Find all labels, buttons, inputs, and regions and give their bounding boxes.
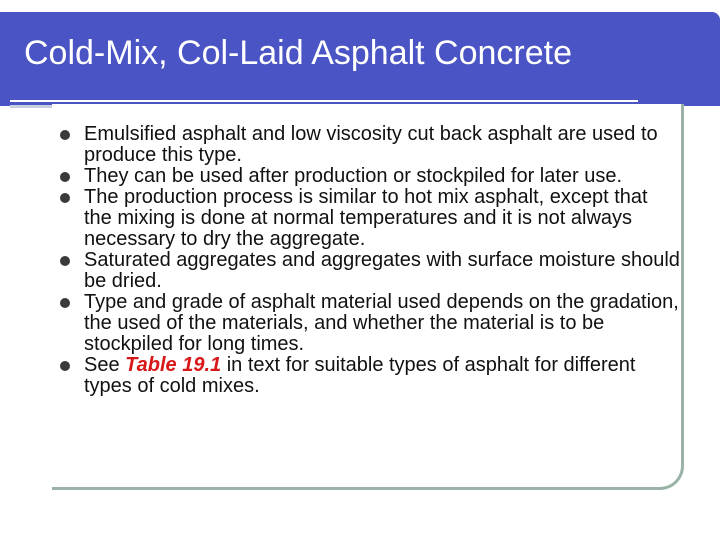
bullet-dot-icon xyxy=(60,172,70,182)
bullet-item-6 xyxy=(60,355,680,397)
bullet-list xyxy=(60,124,680,397)
bullet-text: The production process is similar to hot mix asphalt, except that the mixing is done at normal temperatures and it is not always necessary to dry the aggregate. xyxy=(84,186,648,250)
bullet-dot-icon xyxy=(60,130,70,140)
title-underline xyxy=(10,100,638,102)
bullet-item-2 xyxy=(60,166,680,187)
bullet-suffix: in text for suitable types of asphalt for different types of cold mixes. xyxy=(84,354,636,397)
bullet-item-3 xyxy=(60,187,680,250)
bullet-item-1 xyxy=(60,124,680,166)
bullet-prefix: See xyxy=(84,354,126,376)
bullet-text: Emulsified asphalt and low viscosity cut back asphalt are used to produce this type. xyxy=(84,123,658,166)
title-bar xyxy=(0,12,720,106)
bullet-dot-icon xyxy=(60,298,70,308)
table-reference: Table 19.1 xyxy=(125,354,222,376)
slide-title: Cold-Mix, Col-Laid Asphalt Concrete xyxy=(24,34,573,72)
bullet-item-4 xyxy=(60,250,680,292)
bullet-dot-icon xyxy=(60,193,70,203)
bullet-item-5 xyxy=(60,292,680,355)
bullet-text: Saturated aggregates and aggregates with surface moisture should be dried. xyxy=(84,249,680,292)
bullet-text: Type and grade of asphalt material used depends on the gradation, the used of the materials, and whether the material is to be stockpiled for long times. xyxy=(84,291,679,355)
bullet-dot-icon xyxy=(60,256,70,266)
bullet-dot-icon xyxy=(60,361,70,371)
bullet-text: They can be used after production or stockpiled for later use. xyxy=(84,165,623,187)
